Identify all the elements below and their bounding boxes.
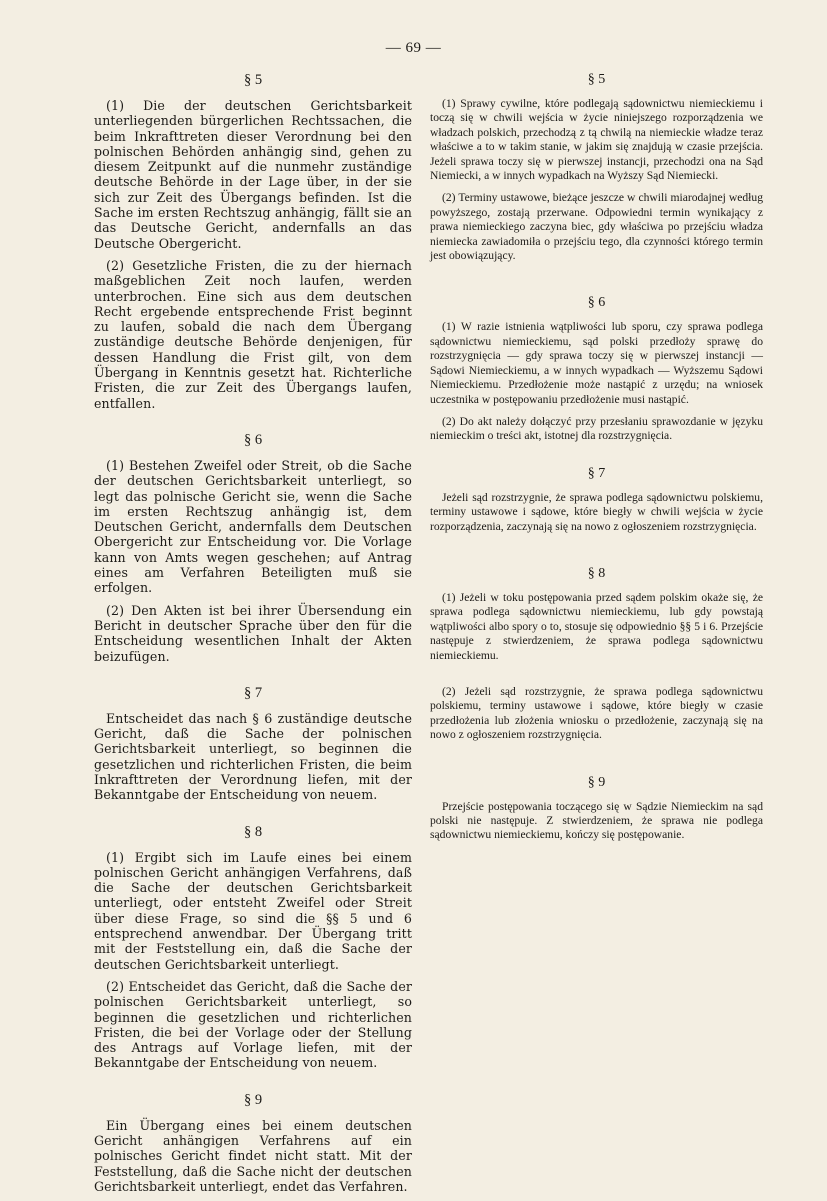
de-section-5-heading: § 5 <box>243 72 263 88</box>
de-section-6-heading: § 6 <box>243 431 263 448</box>
polish-column <box>430 72 763 851</box>
pl-section-8-para-2: (2) Jeżeli sąd rozstrzygnie, że sprawa podlega sądownictwu polskiemu, terminy ustawowe i sądowe, które biegły w czasie przedłożenia lub złożenia wniosku o przedłożenie, zaczynają się na nowo z ogłoszeniem rozstrzygnięcia. <box>430 684 763 742</box>
pl-section-9-heading: § 9 <box>587 774 606 790</box>
pl-section-8-heading: § 8 <box>587 565 606 581</box>
pl-section-5-para-2: (2) Terminy ustawowe, bieżące jeszcze w chwili miarodajnej według powyższego, zostają przerwane. Odpowiedni termin wynikający z prawa niemieckiego zaczyna biec, gdy właściwa po przejściu władza niemiecka zawiadomiła o przejściu tego, dla czynności którego termin jest obowiązujący. <box>430 191 763 263</box>
de-section-9-para-1: Ein Übergang eines bei einem deutschen Gericht anhängigen Verfahrens auf ein polnisches Gericht findet nicht statt. Mit der Feststellung, daß die Sache nicht der deutschen Gerichtsbarkeit unterliegt, endet das Verfahren. <box>94 1117 412 1194</box>
pl-section-9-para-1: Przejście postępowania toczącego się w Sądzie Niemieckim na sąd polski nie następuje. Z stwierdzeniem, że sprawa nie podlega sądownictwu niemieckiemu, kończy się postępowanie. <box>430 799 763 842</box>
pl-section-6-heading: § 6 <box>587 295 606 311</box>
pl-section-7-heading: § 7 <box>587 465 606 481</box>
pl-section-8-para-1: (1) Jeżeli w toku postępowania przed sądem polskim okaże się, że sprawa podlega sądownictwu niemieckiemu, lub gdy powstają wątpliwości albo spory o to, stosuje się odpowiednio §§ 5 i 6. Przejście następuje z stwierdzeniem, że sprawa podlega sądownictwu niemieckiemu. <box>430 590 763 662</box>
pl-section-6-para-2: (2) Do akt należy dołączyć przy przesłaniu sprawozdanie w języku niemieckim o treści akt, istotnej dla rozstrzygnięcia. <box>430 414 763 443</box>
de-section-8-para-1: (1) Ergibt sich im Laufe eines bei einem polnischen Gericht anhängigen Verfahrens, daß die Sache der deutschen Gerichtsbarkeit unterliegt, oder entsteht Zweifel oder Streit über diese Frage, so sind die §§ 5 und 6 entsprechend anwendbar. Der Übergang tritt mit der Feststellung ein, daß die Sache der deutschen Gerichtsbarkeit unterliegt. <box>94 849 412 972</box>
german-column <box>94 72 412 1201</box>
de-section-6-para-1: (1) Bestehen Zweifel oder Streit, ob die Sache der deutschen Gerichtsbarkeit unterliegt, so legt das polnische Gericht sie, wenn die Sache im ersten Rechtszug anhängig ist, dem Deutschen Gericht, andernfalls dem Deutschen Obergericht zur Entscheidung vor. Die Vorlage kann von Amts wegen geschehen; auf Antrag eines am Verfahren Beteiligten muß sie erfolgen. <box>94 457 412 596</box>
de-section-6-para-2: (2) Den Akten ist bei ihrer Übersendung ein Bericht in deutscher Sprache über den für die Entscheidung wesentlichen Inhalt der Akten beizufügen. <box>94 602 412 664</box>
de-section-7-heading: § 7 <box>243 684 263 701</box>
de-section-8-para-2: (2) Entscheidet das Gericht, daß die Sache der polnischen Gerichtsbarkeit unterliegt, so beginnen die gesetzlichen und richterlichen Fristen, die bei der Vorlage oder der Stellung des Antrags auf Vorlage liefen, mit der Bekanntgabe der Entscheidung von neuem. <box>94 978 412 1071</box>
de-section-8-heading: § 8 <box>243 823 263 840</box>
pl-section-5-para-1: (1) Sprawy cywilne, które podlegają sądownictwu niemieckiemu i toczą się w chwili wejścia w życie niniejszego rozporządzenia we władzach polskich, przechodzą z tą chwilą na niemieckie władze teraz właściwe a to w takim stanie, w jakim się znajdują w czasie przejścia. Jeżeli sprawa toczy się w pierwszej instancji, przechodzi ona na Sąd Niemiecki, a w innych wypadkach na Wyższy Sąd Niemiecki. <box>430 97 763 183</box>
pl-section-5-heading: § 5 <box>587 72 606 87</box>
page-number: — 69 — <box>385 40 442 56</box>
pl-section-7-para-1: Jeżeli sąd rozstrzygnie, że sprawa podlega sądownictwu polskiemu, terminy ustawowe i sądowe, które biegły w chwili wejścia w życie rozporządzenia, zaczynają się na nowo z ogłoszeniem rozstrzygnięcia. <box>430 490 763 533</box>
pl-section-6-para-1: (1) W razie istnienia wątpliwości lub sporu, czy sprawa podlega sądownictwu niemieckiemu, sąd polski przedłoży sprawę do rozstrzygnięcia — gdy sprawa toczy się w pierwszej instancji — Sądowi Niemieckiemu, a w innych wypadkach — Wyższemu Sądowi Niemieckiemu. Przedłożenie może nastąpić z urzędu; na wniosek uczestnika w postępowaniu przedłożenie musi nastąpić. <box>430 320 763 406</box>
de-section-5-para-2: (2) Gesetzliche Fristen, die zu der hiernach maßgeblichen Zeit noch laufen, werden unterbrochen. Eine sich aus dem deutschen Recht ergebende entsprechende Frist beginnt zu laufen, sobald die nach dem Übergang zuständige deutsche Behörde denjenigen, für dessen Handlung die Frist gilt, von dem Übergang in Kenntnis gesetzt hat. Richterliche Fristen, die zur Zeit des Übergangs laufen, entfallen. <box>94 257 412 411</box>
de-section-5-para-1: (1) Die der deutschen Gerichtsbarkeit unterliegenden bürgerlichen Rechtssachen, die beim Inkrafttreten dieser Verordnung bei den polnischen Behörden anhängig sind, gehen zu diesem Zeitpunkt auf die nunmehr zuständige deutsche Behörde in der Lage über, in der sie sich zur Zeit des Übergangs befinden. Ist die Sache im ersten Rechtszug anhängig, fällt sie an das Deutsche Gericht, andernfalls an das Deutsche Obergericht. <box>94 98 412 251</box>
de-section-9-heading: § 9 <box>243 1091 263 1108</box>
de-section-7-para-1: Entscheidet das nach § 6 zuständige deutsche Gericht, daß die Sache der polnischen Gerichtsbarkeit unterliegt, so beginnen die gesetzlichen und richterlichen Fristen, die beim Inkrafttreten der Verordnung liefen, mit der Bekanntgabe der Entscheidung von neuem. <box>94 710 412 803</box>
